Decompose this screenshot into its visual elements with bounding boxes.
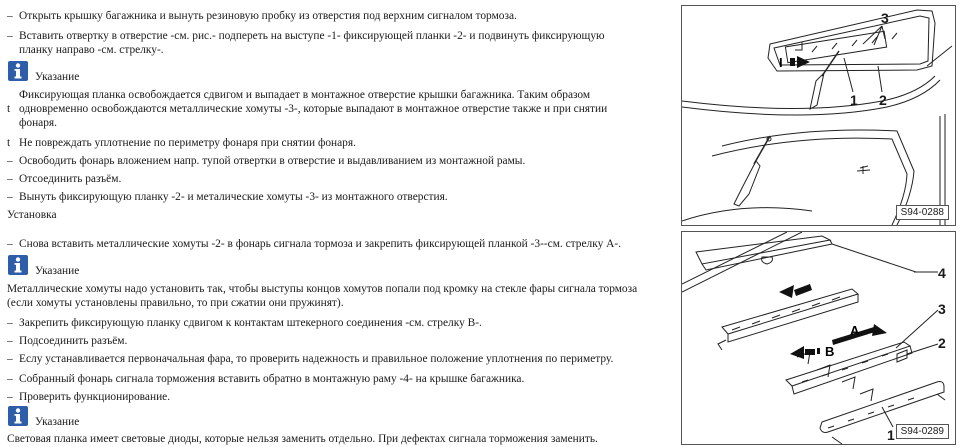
list-dash: – (7, 155, 13, 167)
callout-4: 4 (938, 265, 946, 281)
step-reinsert-clamps: Снова вставить металлические хомуты -2- в фонарь сигнала тормоза и закрепить фиксирующей планкой -3--см. стрелку А-. (19, 238, 622, 250)
note-text: фонаря. (19, 117, 58, 129)
note-text: Металлические хомуты надо установить так, чтобы выступы концов хомутов попали под кромку на стекле фары сигнала тормоза (7, 283, 638, 295)
step-insert-lamp: Собранный фонарь сигнала торможения вставить обратно в монтажную раму -4- на крышке багажника. (19, 373, 525, 385)
step-open-trunk: Открыть крышку багажника и вынуть резиновую пробку из отверстия под верхним сигналом тормоза. (19, 10, 517, 22)
bullet-marker: t (7, 137, 11, 149)
note-text: Фиксирующая планка освобождается сдвигом и выпадает в монтажное отверстие крышки багажника. Таким образом (19, 89, 591, 101)
info-icon (8, 255, 28, 275)
bullet-marker: t (7, 103, 11, 115)
callout-1: 1 (850, 92, 858, 108)
arrow-label-b: B (825, 344, 835, 359)
callout-2: 2 (938, 335, 946, 351)
info-icon (8, 406, 28, 426)
callout-2: 2 (879, 92, 887, 108)
list-dash: – (7, 173, 13, 185)
note-text: Световая планка имеет световые диоды, которые нельзя заменить отдельно. При дефектах сигнала торможения заменить. (7, 433, 598, 445)
note-text: одновременно освобождаются металлические хомуты -3-, которые выпадают в монтажное отверстие также и при снятии (19, 103, 608, 115)
note-title: Указание (35, 71, 80, 83)
section-heading-install: Установка (7, 209, 57, 221)
figure-code: S94-0288 (896, 205, 949, 220)
list-dash: – (7, 317, 13, 329)
info-icon (8, 61, 28, 81)
note-text: (если хомуты установлены правильно, то при сжатии они пружинят). (7, 297, 344, 309)
list-dash: – (7, 10, 13, 22)
warning-seal: Не повреждать уплотнение по периметру фонаря при снятии фонаря. (19, 137, 356, 149)
figure-remove-lamp (681, 5, 956, 226)
figure-remove-lamp-drawing (682, 6, 955, 225)
step-remove-bar: Вынуть фиксирующую планку -2- и металические хомуты -3- из монтажного отверстия. (19, 191, 448, 203)
step-insert-screwdriver-cont: планку направо -см. стрелку-. (19, 44, 164, 56)
note-title: Указание (35, 265, 80, 277)
list-dash: – (7, 373, 13, 385)
list-dash: – (7, 391, 13, 403)
figure-code: S94-0289 (896, 424, 949, 439)
step-fix-bar: Закрепить фиксирующую планку сдвигом к контактам штекерного соединения -см. стрелку В-. (19, 317, 482, 329)
list-dash: – (7, 238, 13, 250)
callout-3: 3 (881, 10, 889, 26)
step-disconnect: Отсоединить разъём. (19, 173, 122, 185)
figure-install-lamp (681, 231, 956, 445)
figure-install-lamp-drawing (682, 232, 955, 444)
list-dash: – (7, 30, 13, 42)
callout-1: 1 (887, 427, 895, 443)
arrow-label-a: A (850, 323, 860, 338)
note-title: Указание (35, 416, 80, 428)
callout-3: 3 (938, 301, 946, 317)
step-connect: Подсоединить разъём. (19, 335, 128, 347)
step-release-lamp: Освободить фонарь вложением напр. тупой отвертки в отверстие и выдавливанием из монтажной рамы. (19, 155, 526, 167)
step-insert-screwdriver: Вставить отвертку в отверстие -см. рис.- подпереть на выступе -1- фиксирующей планки -2- и подвинуть фиксирующую (19, 30, 605, 42)
list-dash: – (7, 335, 13, 347)
step-check-function: Проверить функционирование. (19, 391, 171, 403)
list-dash: – (7, 191, 13, 203)
arrow-label: I (779, 55, 783, 70)
list-dash: – (7, 353, 13, 365)
step-check-seal: Еслу устанавливается первоначальная фара, то проверить надежность и правильное положение уплотнения по периметру. (19, 353, 614, 365)
